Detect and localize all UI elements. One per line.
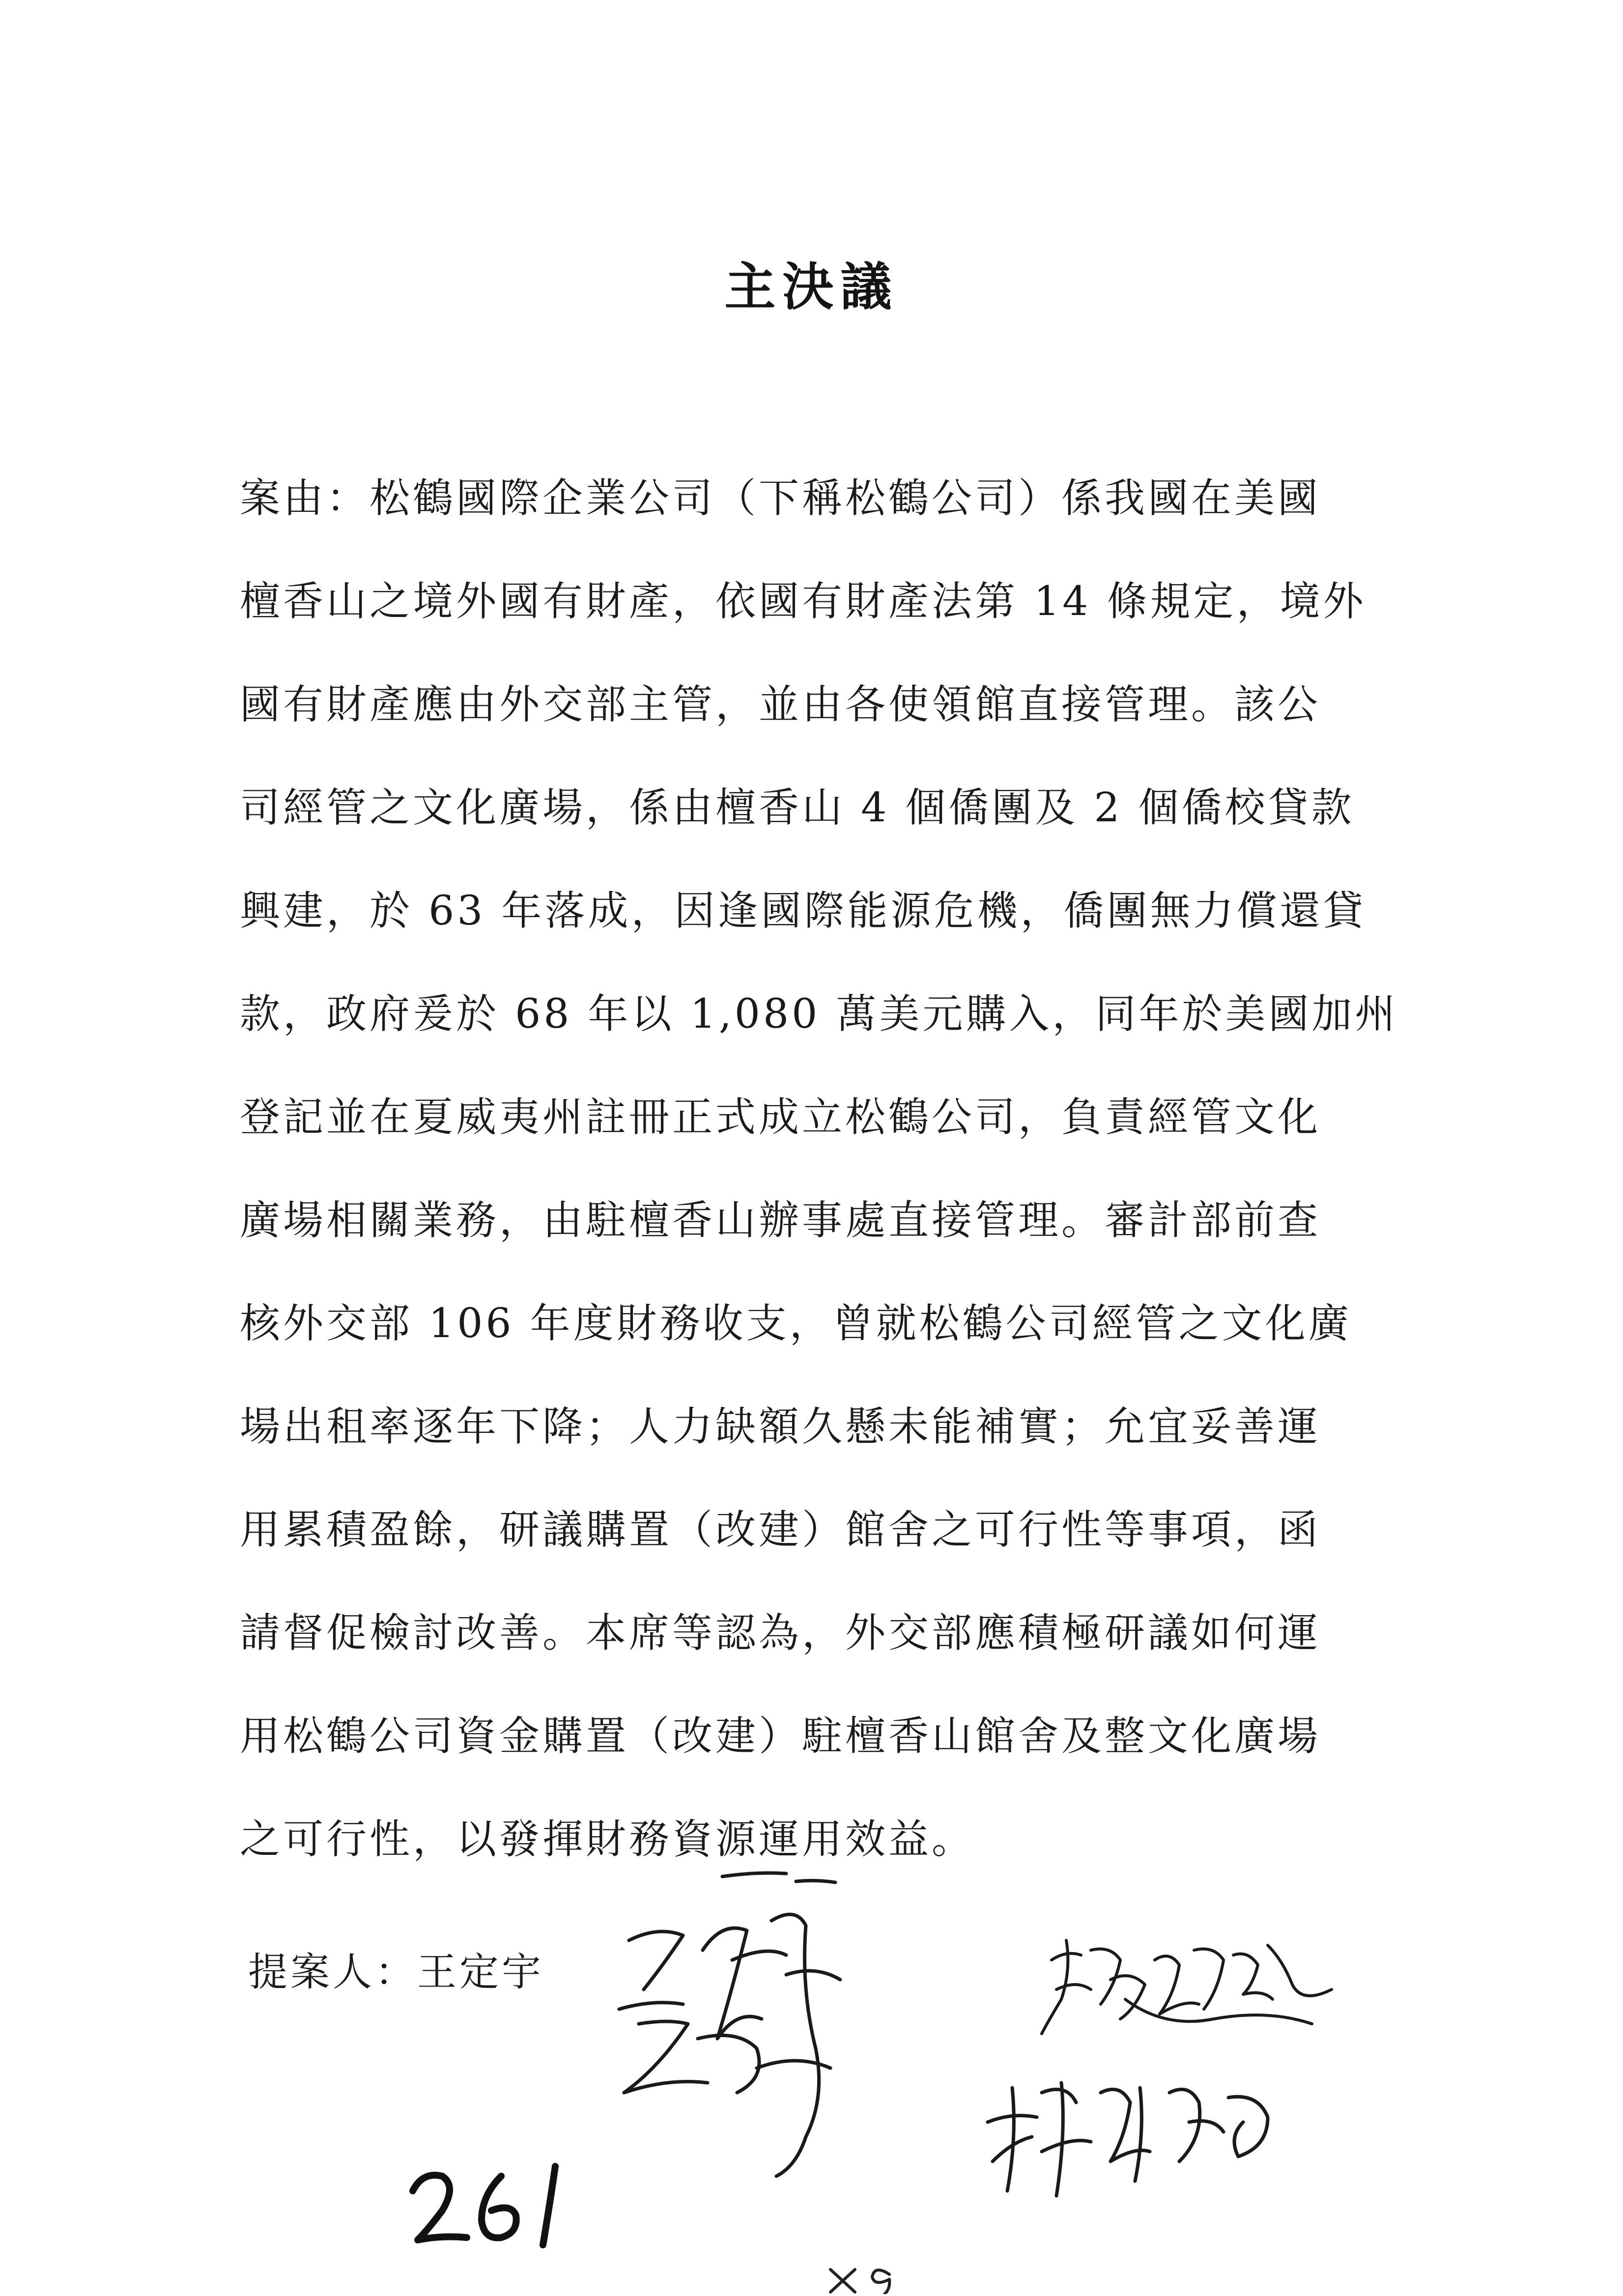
body-line: 之可行性，以發揮財務資源運用效益。 [240,1816,975,1863]
proposer-label: 提案人：王定宇 [248,1949,544,1995]
body-line: 核外交部 106 年度財務收支，曾就松鶴公司經管之文化廣 [240,1300,1352,1347]
body-line: 檀香山之境外國有財產，依國有財產法第 14 條規定，境外 [240,578,1367,625]
body-line: 用松鶴公司資金購置（改建）駐檀香山館舍及整文化廣場 [240,1713,1321,1760]
document-title: 主決議 [724,256,899,317]
signature-right-bottom [983,2063,1287,2211]
handwritten-mark [826,2260,904,2296]
body-line: 場出租率逐年下降；人力缺額久懸未能補實；允宜妥善運 [240,1403,1321,1450]
body-line: 廣場相關業務，由駐檀香山辦事處直接管理。審計部前查 [240,1197,1321,1244]
body-line: 案由：松鶴國際企業公司（下稱松鶴公司）係我國在美國 [240,475,1321,522]
handwritten-page-number [403,2156,580,2257]
signature-main [609,1862,904,2186]
body-line: 用累積盈餘，研議購置（改建）館舍之可行性等事項，函 [240,1507,1321,1553]
body-line: 興建，於 63 年落成，因逢國際能源危機，僑團無力償還貸 [240,888,1367,934]
body-line: 款，政府爰於 68 年以 1,080 萬美元購入，同年於美國加州 [240,991,1398,1037]
body-line: 請督促檢討改善。本席等認為，外交部應積極研議如何運 [240,1610,1321,1656]
body-line: 國有財產應由外交部主管，並由各使領館直接管理。該公 [240,681,1321,728]
body-line: 司經管之文化廣場，係由檀香山 4 個僑團及 2 個僑校貸款 [240,784,1355,831]
body-line: 登記並在夏威夷州註冊正式成立松鶴公司，負責經管文化 [240,1094,1321,1141]
motion-body [240,447,1398,1891]
signature-right-top [1037,1931,1351,2053]
